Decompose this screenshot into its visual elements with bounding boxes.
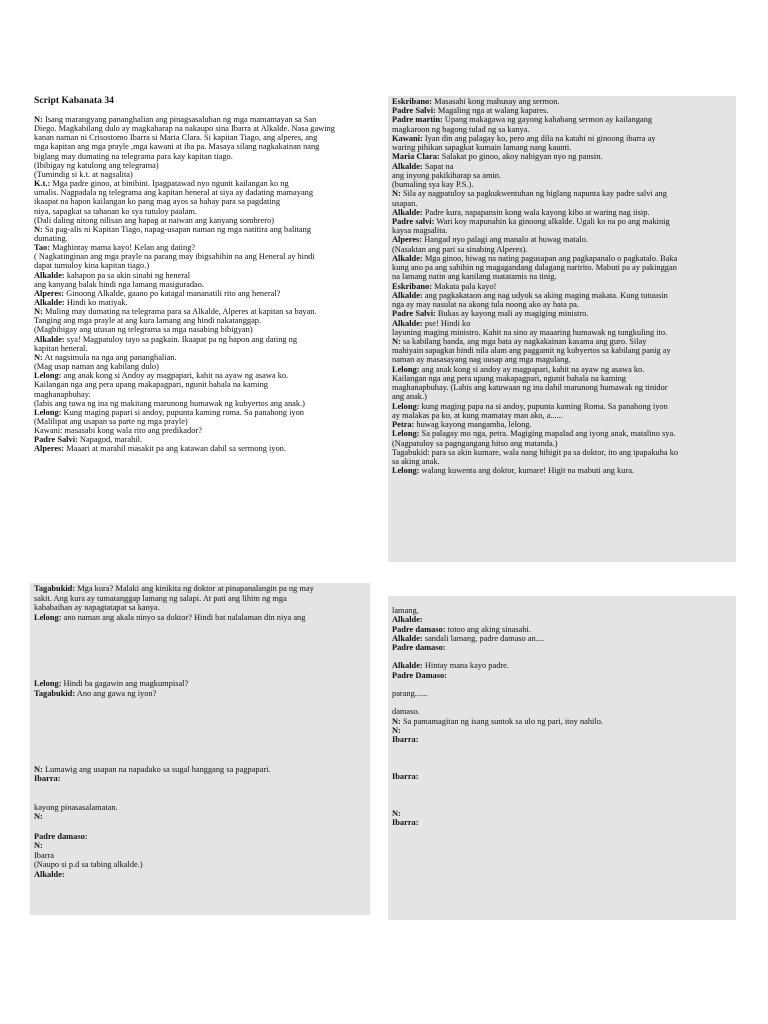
- script-line: [34, 436, 366, 444]
- speaker-label: Petra:: [392, 421, 415, 430]
- speaker-label: K.t.:: [34, 180, 51, 189]
- speaker-label: Padre damaso:: [392, 625, 446, 634]
- script-line: [392, 255, 732, 263]
- script-line: [34, 623, 366, 631]
- script-line: [34, 400, 366, 408]
- script-line: [34, 775, 366, 783]
- script-line: [392, 116, 732, 124]
- dialogue-text: Maaari at marahil masakit pa ang katawan dahil sa sermong iyon.: [64, 445, 286, 454]
- script-line: [392, 200, 732, 208]
- dialogue-text: kanan naman ni Crisostomo Ibarra si Maria Clara. Si kapitan Tiago, ang alperes, ang: [34, 134, 318, 143]
- dialogue-text: Napagod, marahil.: [77, 436, 143, 445]
- speaker-label: Padre damaso:: [34, 832, 88, 841]
- dialogue-text: (Ibibigay ng katulong ang telegrama): [34, 161, 159, 170]
- dialogue-text: ang anak kong si Andoy ay magpapari, kahit na ayaw ng asawa ko.: [61, 372, 289, 381]
- script-line: [392, 708, 732, 716]
- script-line: [34, 813, 366, 821]
- speaker-label: Alkalde:: [34, 870, 65, 879]
- script-line: [34, 737, 366, 745]
- dialogue-text: Kawani: masasabi kong wala rito ang predikador?: [34, 427, 202, 436]
- dialogue-text: ay malakas pa ko, at kung mamatay man ako, a......: [392, 411, 563, 420]
- speaker-label: N:: [392, 726, 401, 735]
- dialogue-text: Kailangan nga ang pera upang makapagpari, ngunit bahala na kaming: [34, 381, 268, 390]
- speaker-label: Padre Salvi:: [392, 107, 436, 116]
- script-line: [34, 372, 366, 380]
- script-line: [392, 310, 732, 318]
- script-line: [34, 728, 366, 736]
- script-line: [34, 445, 366, 453]
- dialogue-text: kung maging papa na si andoy, pupunta kaming Roma. Sa panahong iyon: [419, 402, 668, 411]
- speaker-label: N:: [34, 308, 43, 317]
- script-line: [34, 794, 366, 802]
- script-line: [392, 273, 732, 281]
- dialogue-text: Sa pag-alis ni Kapitan Tiago, napag-usapan naman ng mga natitira ang balitang: [42, 225, 312, 234]
- dialogue-text: kahapon pa sa akin sinabi ng heneral: [64, 271, 191, 280]
- speaker-label: Alkalde:: [392, 662, 423, 671]
- dialogue-text: kung ano pa ang sabihin ng magagandang dalagang naririto. Mabuti pa ay pakinggan: [392, 264, 677, 273]
- dialogue-text: pse! Hindi ko: [422, 319, 471, 328]
- speaker-label: Alkalde:: [392, 162, 423, 171]
- script-line: [392, 800, 732, 808]
- script-block-3: [30, 583, 370, 915]
- script-line: [34, 604, 366, 612]
- script-line: [34, 709, 366, 717]
- dialogue-text: dumating.: [34, 234, 68, 243]
- script-line: [392, 403, 732, 411]
- script-line: [392, 764, 732, 772]
- dialogue-text: (Tumindig si k.t. at nagsalita): [34, 170, 133, 179]
- script-line: [392, 837, 732, 845]
- script-line: [34, 171, 366, 179]
- speaker-label: Padre Salvi:: [34, 436, 78, 445]
- dialogue-text: waring pihikan sapagkat kumain lamang nang kaunti.: [392, 144, 572, 153]
- script-line: [34, 153, 366, 161]
- script-line: [34, 308, 366, 316]
- script-line: [392, 458, 732, 466]
- script-line: [34, 871, 366, 879]
- script-line: [34, 785, 366, 793]
- dialogue-text: (Magbibigay ang utusan ng telegrama sa mga nasabing bibigyan): [34, 326, 253, 335]
- speaker-label: Eskribano:: [392, 98, 433, 106]
- speaker-label: Lelong:: [392, 402, 420, 411]
- dialogue-text: Kailangan nga ang pera upang makapagpari, ngunit bahala na kaming: [392, 374, 626, 383]
- dialogue-text: na lamang natin ang kanilang matatamis na tinig.: [392, 273, 557, 282]
- dialogue-text: Sapat na: [422, 162, 454, 171]
- dialogue-text: Hangad nyo palagi ang manalo at huwag matalo.: [422, 236, 588, 245]
- speaker-label: Alkalde:: [392, 291, 423, 300]
- speaker-label: N:: [392, 717, 401, 726]
- script-line: [34, 281, 366, 289]
- script-line: [392, 819, 732, 827]
- dialogue-text: sya! Magpatuloy tayo sa pagkain. Ikaapat pa ng hapon ang dating ng: [64, 335, 298, 344]
- speaker-label: Alkalde:: [34, 335, 65, 344]
- script-line: [392, 718, 732, 726]
- dialogue-text: Upang makagawa ng gayong kahabang sermon ay kailangang: [442, 116, 653, 125]
- dialogue-text: kababaihan ay napagtatapat sa kanya.: [34, 604, 160, 613]
- speaker-label: N:: [34, 353, 43, 362]
- speaker-label: Tagabukid:: [34, 585, 76, 593]
- dialogue-text: Isang marangyang pananghalian ang pinagsasaluhan ng mga mamamayan sa San: [42, 116, 317, 124]
- speaker-label: Lelong:: [34, 408, 62, 417]
- speaker-label: Alkalde:: [392, 634, 423, 643]
- script-line: [34, 614, 366, 622]
- dialogue-text: parang......: [392, 690, 428, 698]
- script-line: [34, 116, 366, 124]
- dialogue-text: Mga ginoo, hiwag na nating pagusapan ang pagkapanalo o pagkatalo. Baka: [422, 254, 678, 263]
- dialogue-text: ang pagkakataon ang nag udyok sa aking maging makata. Kung tutuusin: [422, 291, 668, 300]
- dialogue-text: ikaapat na hapon kailangan ko pang mag ayos sa bahay para sa pagdating: [34, 198, 281, 207]
- dialogue-text: totoo ang aking sinasabi.: [445, 625, 531, 634]
- script-line: [392, 347, 732, 355]
- dialogue-text: Padre kura, napapansin kong wala kayong kibo at waring nag iisip.: [422, 208, 650, 217]
- script-line: [34, 134, 366, 142]
- speaker-label: Alkalde:: [392, 616, 423, 625]
- script-line: [34, 852, 366, 860]
- dialogue-text: Iyan din ang palagay ko, pero ang dila na katabi ni ginoong ibarra ay: [422, 134, 656, 143]
- script-line: [392, 163, 732, 171]
- dialogue-text: kapitan heneral.: [34, 344, 88, 353]
- dialogue-text: Lumawig ang usapan na napadako sa sugal hanggang sa pagpapari.: [42, 765, 271, 774]
- script-line: [392, 635, 732, 643]
- script-line: [34, 680, 366, 688]
- dialogue-text: (bumaling sya kay P.S.).: [392, 181, 474, 190]
- dialogue-text: huwag kayong mangamba, lelong.: [414, 421, 532, 430]
- dialogue-text: sandali lamang, padre damaso an....: [422, 634, 545, 643]
- dialogue-text: Tanging ang mga prayle at ang kura lamang ang hindi nakatanggap.: [34, 317, 262, 326]
- script-line: [392, 366, 732, 374]
- dialogue-text: Sila ay nagpatuloy sa pagkukwentuhan ng biglang napunta kay padre salvi ang: [400, 190, 667, 199]
- speaker-label: Eskribano:: [392, 282, 433, 291]
- script-line: [392, 384, 732, 392]
- script-line: [34, 585, 366, 593]
- script-line: [392, 791, 732, 799]
- script-line: [392, 440, 732, 448]
- speaker-label: Tao:: [34, 244, 50, 253]
- dialogue-text: Diego. Magkabilang dulo ay magkaharap na nakaupo sina Ibarra at Alkalde. Nasa gawing: [34, 125, 335, 134]
- speaker-label: N:: [34, 813, 43, 822]
- script-line: [34, 272, 366, 280]
- dialogue-text: Salakat po ginoo, akoy nabigyan nyo ng pansin.: [439, 153, 603, 162]
- script-line: [392, 320, 732, 328]
- dialogue-text: dapat tumuloy kina kapitan tiago.): [34, 262, 150, 271]
- dialogue-text: Mga padre ginoo, at binibini. Ipagpatawad nyo ngunit kailangan ko ng: [50, 180, 289, 189]
- script-line: [392, 653, 732, 661]
- script-line: [34, 262, 366, 270]
- script-line: [392, 449, 732, 457]
- speaker-label: Padre damaso:: [392, 644, 446, 652]
- script-line: [34, 336, 366, 344]
- script-line: [392, 856, 732, 864]
- dialogue-text: At nagsimula na nga ang pananghalian.: [42, 353, 177, 362]
- script-line: [392, 181, 732, 189]
- script-line: [34, 345, 366, 353]
- speaker-label: Alkalde:: [34, 299, 65, 307]
- script-line: [34, 690, 366, 698]
- script-line: [392, 626, 732, 634]
- dialogue-text: (Mag usap naman ang kabilang dulo): [34, 363, 159, 372]
- script-line: [34, 290, 366, 298]
- speaker-label: Alperes:: [34, 289, 65, 298]
- script-line: [34, 409, 366, 417]
- script-line: [392, 135, 732, 143]
- script-line: [392, 616, 732, 624]
- dialogue-text: Maghintay mama kayo! Kelan ang dating?: [49, 244, 196, 253]
- script-line: [392, 190, 732, 198]
- speaker-label: N:: [34, 225, 43, 234]
- speaker-label: Ibarra:: [34, 775, 61, 784]
- script-line: [392, 375, 732, 383]
- dialogue-text: sa aking anak.: [392, 457, 440, 466]
- dialogue-text: kayong pinasasalamatan.: [34, 803, 118, 812]
- script-line: [34, 391, 366, 399]
- script-line: [34, 756, 366, 764]
- speaker-label: N:: [392, 809, 401, 818]
- script-line: [392, 598, 732, 606]
- script-line: [34, 699, 366, 707]
- speaker-label: Lelong:: [392, 467, 420, 476]
- speaker-label: Alkalde:: [392, 254, 423, 263]
- dialogue-text: usapan.: [392, 199, 418, 208]
- script-line: [34, 180, 366, 188]
- script-line: [392, 607, 732, 615]
- dialogue-text: mahiyain sapagkat hindi nila alam ang paggamit ng kubyertos sa kabilang panig ay: [392, 347, 671, 356]
- speaker-label: Lelong:: [34, 372, 62, 381]
- script-line: [34, 299, 366, 307]
- dialogue-text: Ibarra: [34, 851, 54, 860]
- dialogue-text: niya, sapagkat sa tahanan ko sya tutuloy paalam.: [34, 207, 198, 216]
- dialogue-text: Hindi ba gagawin ang magkumpisal?: [61, 680, 189, 689]
- script-line: [392, 699, 732, 707]
- script-line: [34, 326, 366, 334]
- script-line: [392, 264, 732, 272]
- dialogue-text: (Malilipat ang usapan sa parte ng mga prayle): [34, 417, 188, 426]
- script-line: [392, 810, 732, 818]
- script-line: [34, 363, 366, 371]
- dialogue-text: ang anak kong si andoy ay magpapari, kahit na ayaw ng asawa ko.: [419, 365, 645, 374]
- script-line: [392, 828, 732, 836]
- dialogue-text: Muling may dumating na telegrama para sa Alkalde, Alperes at kapitan sa bayan.: [42, 308, 317, 317]
- script-block-1: [30, 96, 370, 558]
- script-line: [392, 236, 732, 244]
- script-line: [34, 652, 366, 660]
- script-line: [34, 661, 366, 669]
- dialogue-text: biglang may dumating na telegrama para kay kapitan tiago.: [34, 152, 233, 161]
- dialogue-text: (labis ang tuwa ng ina ng makitang marunong humawak ng kubyertos ang anak.): [34, 399, 305, 408]
- script-line: [34, 804, 366, 812]
- script-line: [34, 217, 366, 225]
- script-line: [392, 301, 732, 309]
- script-line: [34, 244, 366, 252]
- dialogue-text: Ano ang gawa ng iyon?: [75, 689, 157, 698]
- speaker-label: Alperes:: [34, 445, 65, 454]
- script-line: [34, 595, 366, 603]
- script-line: [34, 317, 366, 325]
- speaker-label: Tagabukid:: [34, 689, 76, 698]
- dialogue-text: Magaling nga at walang kapares.: [435, 107, 549, 116]
- dialogue-text: Wari koy mapunahin ka ginoong alkalde. Ugali ko na po ang makinig: [434, 217, 670, 226]
- script-line: [34, 162, 366, 170]
- script-line: [392, 393, 732, 401]
- dialogue-text: naman ay masasayang nag uusap ang mga magulang.: [392, 356, 571, 365]
- script-line: [392, 782, 732, 790]
- speaker-label: Maria Clara:: [392, 153, 440, 162]
- script-line: [392, 107, 732, 115]
- script-line: [392, 227, 732, 235]
- dialogue-text: Kung maging papari si andoy, pupunta kaming roma. Sa panahong iyon: [61, 408, 304, 417]
- dialogue-text: (Dali daling nitong nilisan ang hapag at naiwan ang kanyang sombrero): [34, 216, 275, 225]
- speaker-label: Alkalde:: [392, 208, 423, 217]
- script-line: [34, 833, 366, 841]
- speaker-label: N:: [34, 842, 43, 851]
- dialogue-text: Ginoong Alkalde, gaano po katagal mananatili rito ang heneral?: [64, 289, 281, 298]
- script-line: [34, 125, 366, 133]
- speaker-label: Padre Damaso:: [392, 671, 447, 680]
- dialogue-text: Makata pala kayo!: [432, 282, 497, 291]
- script-line: [34, 427, 366, 435]
- script-line: [34, 189, 366, 197]
- dialogue-text: maghanapbuhay.: [34, 390, 91, 399]
- speaker-label: Ibarra:: [392, 772, 419, 781]
- speaker-label: N:: [34, 116, 43, 124]
- script-line: [392, 690, 732, 698]
- script-line: [34, 861, 366, 869]
- dialogue-text: sa kabilang banda, ang mga bata ay nagkakainan kasama ang guro. Silay: [400, 337, 647, 346]
- script-line: [392, 144, 732, 152]
- speaker-label: Padre martin:: [392, 116, 443, 125]
- dialogue-text: ( Nagkatinginan ang mga prayle na parang may ibigsabihin na ang Heneral ay hindi: [34, 253, 315, 262]
- speaker-label: Ibarra:: [392, 736, 419, 744]
- script-line: [34, 381, 366, 389]
- script-line: [34, 226, 366, 234]
- script-line: [34, 235, 366, 243]
- script-line: [392, 209, 732, 217]
- script-title: Script Kabanata 34: [34, 96, 114, 106]
- dialogue-text: kaysa magsalita.: [392, 227, 448, 236]
- dialogue-text: lamang.: [392, 607, 419, 616]
- dialogue-text: umalis. Nagpadala ng telegrama ang kapitan heneral at siya ay dadating mamayang: [34, 189, 314, 198]
- script-line: [392, 773, 732, 781]
- script-line: [392, 467, 732, 475]
- speaker-label: Ibarra:: [392, 818, 419, 827]
- script-line: [392, 754, 732, 762]
- script-line: [34, 766, 366, 774]
- script-line: [34, 823, 366, 831]
- script-line: [34, 208, 366, 216]
- dialogue-text: (Nagpatuloy sa pagngangang hitso ang matanda.): [392, 439, 558, 448]
- dialogue-text: Sa pamamagitan ng isang suntok sa ulo ng pari, itoy nahilo.: [400, 717, 603, 726]
- dialogue-text: maghanapbuhay. (Labis ang katuwaan ng ina dahil marunong humawak ng tinidor: [392, 384, 668, 393]
- script-line: [392, 329, 732, 337]
- dialogue-text: mga kapitan ang mga prayle ,mga kawani at iba pa. Masaya silang nagkakainan nang: [34, 143, 320, 152]
- speaker-label: Lelong:: [392, 430, 420, 439]
- script-line: [392, 430, 732, 438]
- script-line: [392, 172, 732, 180]
- speaker-label: Lelong:: [392, 365, 420, 374]
- script-line: [34, 842, 366, 850]
- dialogue-text: Tagabukid: para sa akin kumare, wala nang hihigit pa sa doktor, ito ang ipapakuha ko: [392, 448, 679, 457]
- script-line: [34, 354, 366, 362]
- script-line: [34, 198, 366, 206]
- script-line: [392, 412, 732, 420]
- dialogue-text: Hindi ko matiyak.: [64, 299, 128, 307]
- script-line: [392, 662, 732, 670]
- dialogue-text: layuning maging ministro. Kahit na sino ay maaaring humawak ng tungkuling ito.: [392, 328, 668, 337]
- speaker-label: Alperes:: [392, 236, 423, 245]
- speaker-label: N:: [392, 190, 401, 199]
- script-line: [392, 356, 732, 364]
- script-line: [34, 747, 366, 755]
- dialogue-text: Hintay mana kayo padre.: [422, 662, 509, 671]
- script-line: [392, 745, 732, 753]
- speaker-label: Padre Salvi:: [392, 310, 436, 319]
- script-line: [392, 672, 732, 680]
- script-line: [34, 418, 366, 426]
- script-line: [392, 681, 732, 689]
- script-line: [392, 98, 732, 106]
- dialogue-text: (Nasaktan ang pari sa sinabing Alperes).: [392, 245, 528, 254]
- script-line: [34, 633, 366, 641]
- dialogue-text: magkaroon ng bagong tulad ng sa kanya.: [392, 125, 530, 134]
- dialogue-text: Masasabi kong mahusay ang sermon.: [432, 98, 560, 106]
- script-line: [34, 880, 366, 888]
- script-line: [392, 727, 732, 735]
- dialogue-text: Mga kura? Malaki ang kinikita ng doktor at pinapanalangin pa ng may: [75, 585, 314, 593]
- dialogue-text: walang kuwenta ang doktor, kumare! Higit na mabuti ang kura.: [419, 467, 635, 476]
- speaker-label: Padre salvi:: [392, 217, 435, 226]
- script-line: [34, 143, 366, 151]
- speaker-label: N:: [392, 337, 401, 346]
- script-line: [392, 246, 732, 254]
- script-block-2: [388, 96, 736, 562]
- speaker-label: Lelong:: [34, 680, 62, 689]
- script-line: [392, 338, 732, 346]
- script-line: [392, 153, 732, 161]
- script-line: [34, 718, 366, 726]
- dialogue-text: ang kanyang balak hindi nga lamang masiguradao.: [34, 280, 205, 289]
- script-line: [392, 846, 732, 854]
- speaker-label: N:: [34, 765, 43, 774]
- script-line: [392, 292, 732, 300]
- dialogue-text: ang inyong pakikiharap sa amin.: [392, 171, 502, 180]
- dialogue-text: damaso.: [392, 708, 420, 717]
- script-line: [392, 218, 732, 226]
- dialogue-text: Sa palagay mo nga, petra. Magiging mapalad ang iyong anak, matalino sya.: [419, 430, 676, 439]
- script-line: [34, 642, 366, 650]
- script-line: [34, 253, 366, 261]
- speaker-label: Alkalde:: [392, 319, 423, 328]
- script-line: [392, 283, 732, 291]
- script-line: [392, 736, 732, 744]
- speaker-label: Kawani:: [392, 134, 423, 143]
- script-line: [34, 671, 366, 679]
- speaker-label: Lelong:: [34, 613, 62, 622]
- script-line: [392, 421, 732, 429]
- dialogue-text: sakit. Ang kura ay tumatanggap lamang ng salapi. At pati ang lihim ng mga: [34, 594, 287, 603]
- dialogue-text: ang anak.): [392, 393, 427, 402]
- dialogue-text: (Naupo si p.d sa tabing alkalde.): [34, 861, 143, 870]
- script-block-4: [388, 596, 736, 920]
- dialogue-text: Bukas ay kayong mali ay magiging ministro.: [435, 310, 589, 319]
- dialogue-text: nga ay may nasulat na akong tula noong ako ay bata pa.: [392, 301, 579, 310]
- speaker-label: Alkalde:: [34, 271, 65, 280]
- dialogue-text: ano naman ang akala ninyo sa doktor? Hindi bat nalalaman din niya ang: [61, 613, 306, 622]
- script-line: [392, 126, 732, 134]
- script-line: [392, 644, 732, 652]
